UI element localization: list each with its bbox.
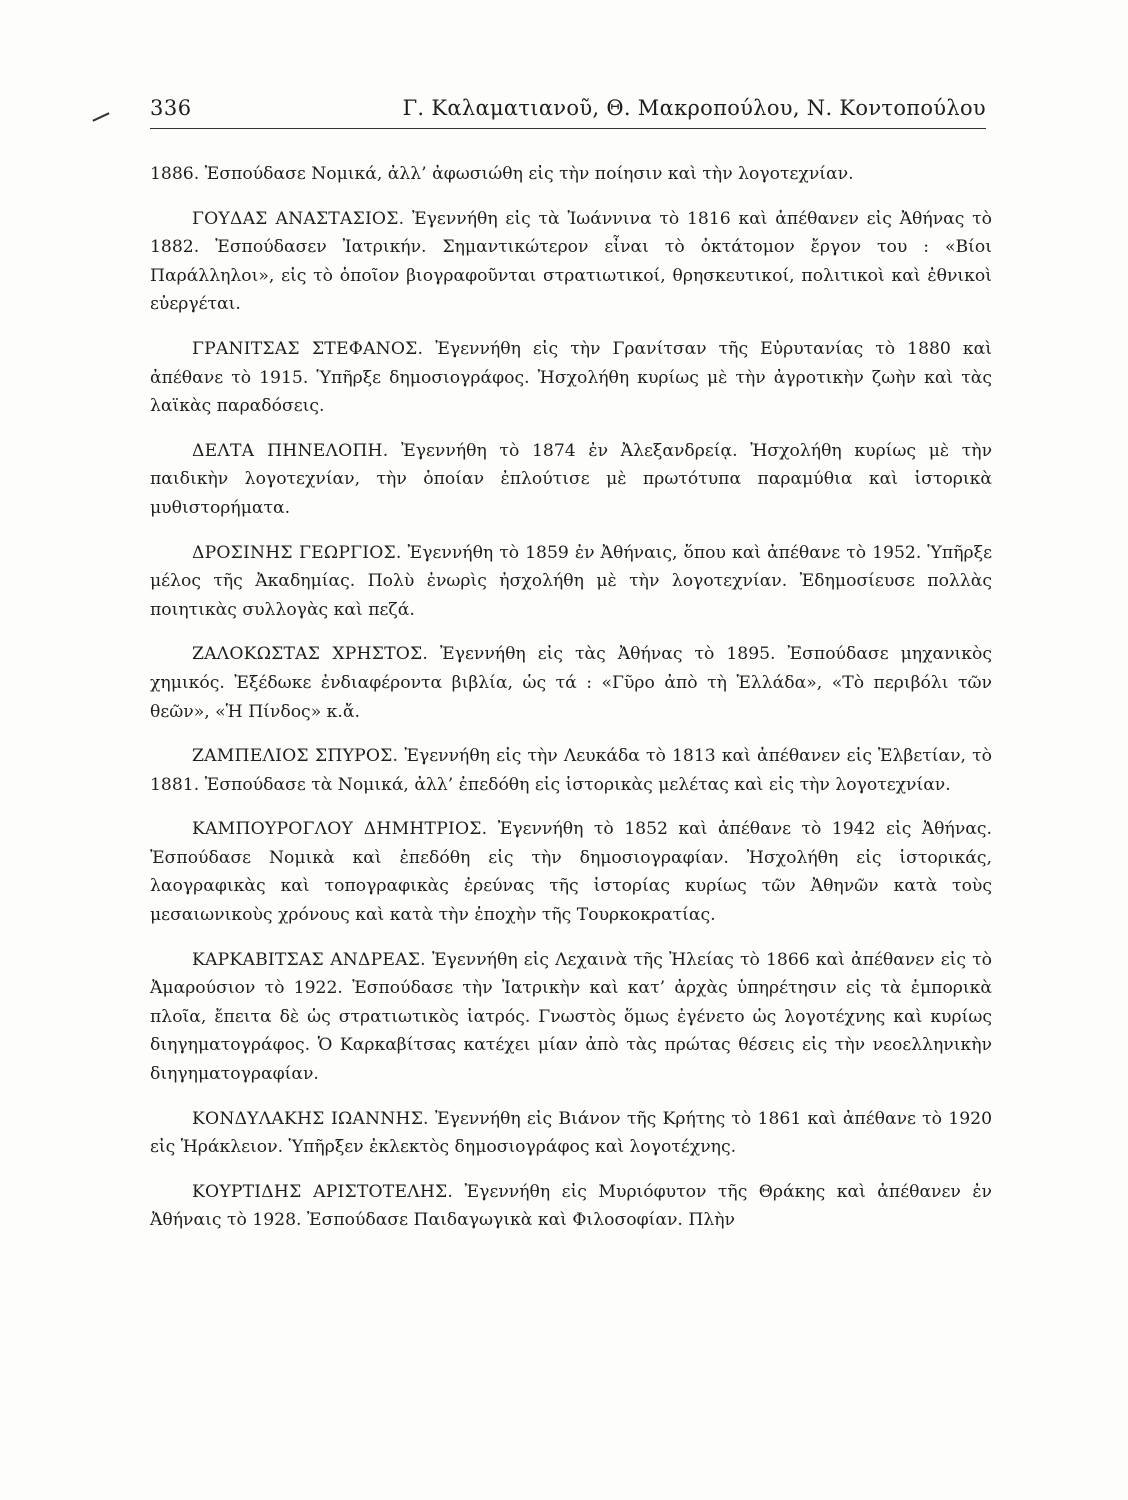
running-head: Γ. Καλαματιανοῦ, Θ. Μακροπούλου, Ν. Κοντοπούλου: [402, 96, 986, 120]
entry-zampelios: [150, 742, 992, 799]
entry-text: Ἐγεννήθη εἰς τὴν Γρανίτσαν τῆς Εὐρυτανίας τὸ 1880 καὶ ἀπέθανε τὸ 1915. Ὑπῆρξε δημοσιογράφος. Ἠσχολήθη κυρίως μὲ τὴν ἀγροτικὴν ζωὴν καὶ τὰς λαϊκὰς παραδόσεις.: [150, 338, 992, 417]
intro-paragraph: 1886. Ἐσπούδασε Νομικά, ἀλλ’ ἀφωσιώθη εἰς τὴν ποίησιν καὶ τὴν λογοτεχνίαν.: [150, 164, 854, 184]
body-text: [150, 160, 992, 1235]
entry-name: ΖΑΜΠΕΛΙΟΣ ΣΠΥΡΟΣ.: [192, 746, 399, 767]
entry-text: Ἐγεννήθη εἰς τὰς Ἀθήνας τὸ 1895. Ἐσπούδασε μηχανικὸς χημικός. Ἐξέδωκε ἐνδιαφέροντα βιβλία, ὡς τά : «Γῦρο ἀπὸ τὴ Ἑλλάδα», «Τὸ περιβόλι τῶν θεῶν», «Ἡ Πίνδος» κ.ἄ.: [150, 644, 992, 722]
entry-text: Ἐγεννήθη τὸ 1852 καὶ ἀπέθανε τὸ 1942 εἰς Ἀθήνας. Ἐσπούδασε Νομικὰ καὶ ἐπεδόθη εἰς τὴν δημοσιογραφίαν. Ἠσχολήθη εἰς ἱστορικάς, λαογραφικὰς καὶ τοπογραφικὰς ἐρεύνας τῆς ἱστορίας κυρίως τῶν Ἀθηνῶν κατὰ τοὺς μεσαιωνικοὺς χρόνους καὶ κατὰ τὴν ἐποχὴν τῆς Τουρκοκρατίας.: [150, 819, 992, 926]
entry-kourtidis: [150, 1178, 992, 1235]
entry-delta: [150, 437, 992, 523]
entry-name: ΓΟΥΔΑΣ ΑΝΑΣΤΑΣΙΟΣ.: [192, 208, 405, 229]
entry-name: ΚΑΜΠΟΥΡΟΓΛΟΥ ΔΗΜΗΤΡΙΟΣ.: [192, 819, 488, 840]
entry-text: Ἐγεννήθη εἰς Βιάνον τῆς Κρήτης τὸ 1861 καὶ ἀπέθανε τὸ 1920 εἰς Ἡράκλειον. Ὑπῆρξεν ἐκλεκτὸς δημοσιογράφος καὶ λογοτέχνης.: [150, 1108, 993, 1158]
entry-text: Ἐγεννήθη εἰς τὴν Λευκάδα τὸ 1813 καὶ ἀπέθανεν εἰς Ἑλβετίαν, τὸ 1881. Ἐσπούδασε τὰ Νομικά, ἀλλ’ ἐπεδόθη εἰς ἱστορικὰς μελέτας καὶ εἰς τὴν λογοτεχνίαν.: [150, 746, 992, 795]
page-header: [150, 96, 986, 129]
entry-text: Ἐγεννήθη τὸ 1874 ἐν Ἀλεξανδρείᾳ. Ἠσχολήθη κυρίως μὲ τὴν παιδικὴν λογοτεχνίαν, τὴν ὁποίαν ἐπλούτισε μὲ πρωτότυπα παραμύθια καὶ ἱστορικὰ μυθιστορήματα.: [150, 440, 993, 518]
entry-name: ΚΟΝΔΥΛΑΚΗΣ ΙΩΑΝΝΗΣ.: [192, 1108, 429, 1129]
page-number: 336: [150, 96, 192, 120]
entry-goudas: [150, 205, 992, 319]
entry-name: ΚΑΡΚΑΒΙΤΣΑΣ ΑΝΔΡΕΑΣ.: [192, 949, 426, 970]
margin-pencil-mark: [92, 112, 109, 121]
entry-name: ΔΡΟΣΙΝΗΣ ΓΕΩΡΓΙΟΣ.: [192, 542, 402, 563]
entry-text: Ἐγεννήθη εἰς Μυριόφυτον τῆς Θράκης καὶ ἀπέθανεν ἐν Ἀθήναις τὸ 1928. Ἐσπούδασε Παιδαγωγικὰ καὶ Φιλοσοφίαν. Πλὴν: [150, 1181, 993, 1231]
entry-kampouroglou: [150, 815, 992, 929]
entry-zalokostas: [150, 640, 992, 726]
entry-text: Ἐγεννήθη εἰς τὰ Ἰωάννινα τὸ 1816 καὶ ἀπέθανεν εἰς Ἀθήνας τὸ 1882. Ἐσπούδασεν Ἰατρικήν. Σημαντικώτερον εἶναι τὸ ὀκτάτομον ἔργον του : «Βίοι Παράλληλοι», εἰς τὸ ὁποῖον βιογραφοῦνται στρατιωτικοί, θρησκευτικοί, πολιτικοὶ καὶ ἐθνικοὶ εὐεργέται.: [150, 208, 992, 315]
entry-name: ΚΟΥΡΤΙΔΗΣ ΑΡΙΣΤΟΤΕΛΗΣ.: [192, 1181, 454, 1202]
entry-kondylakis: [150, 1105, 992, 1162]
entry-karkavitsas: [150, 946, 992, 1089]
entry-drosinis: [150, 539, 992, 625]
entry-text: Ἐγεννήθη τὸ 1859 ἐν Ἀθήναις, ὅπου καὶ ἀπέθανε τὸ 1952. Ὑπῆρξε μέλος τῆς Ἀκαδημίας. Πολὺ ἐνωρὶς ἠσχολήθη μὲ τὴν λογοτεχνίαν. Ἐδημοσίευσε πολλὰς ποιητικὰς συλλογὰς καὶ πεζά.: [150, 542, 992, 620]
entry-name: ΔΕΛΤΑ ΠΗΝΕΛΟΠΗ.: [192, 440, 389, 461]
entry-name: ΓΡΑΝΙΤΣΑΣ ΣΤΕΦΑΝΟΣ.: [192, 338, 424, 359]
entry-name: ΖΑΛΟΚΩΣΤΑΣ ΧΡΗΣΤΟΣ.: [192, 644, 429, 665]
entry-text: Ἐγεννήθη εἰς Λεχαινὰ τῆς Ἠλείας τὸ 1866 καὶ ἀπέθανεν εἰς τὸ Ἀμαρούσιον τὸ 1922. Ἐσπούδασε τὴν Ἰατρικὴν καὶ κατ’ ἀρχὰς ὑπηρέτησιν εἰς τὰ ἐμπορικὰ πλοῖα, ἔπειτα δὲ ὡς στρατιωτικὸς ἰατρός. Γνωστὸς ὅμως ἐγένετο ὡς λογοτέχνης καὶ κυρίως διηγηματογράφος. Ὁ Καρκαβίτσας κατέχει μίαν ἀπὸ τὰς πρώτας θέσεις εἰς τὴν νεοελληνικὴν διηγηματογραφίαν.: [150, 949, 992, 1085]
entry-granitsas: [150, 335, 992, 421]
